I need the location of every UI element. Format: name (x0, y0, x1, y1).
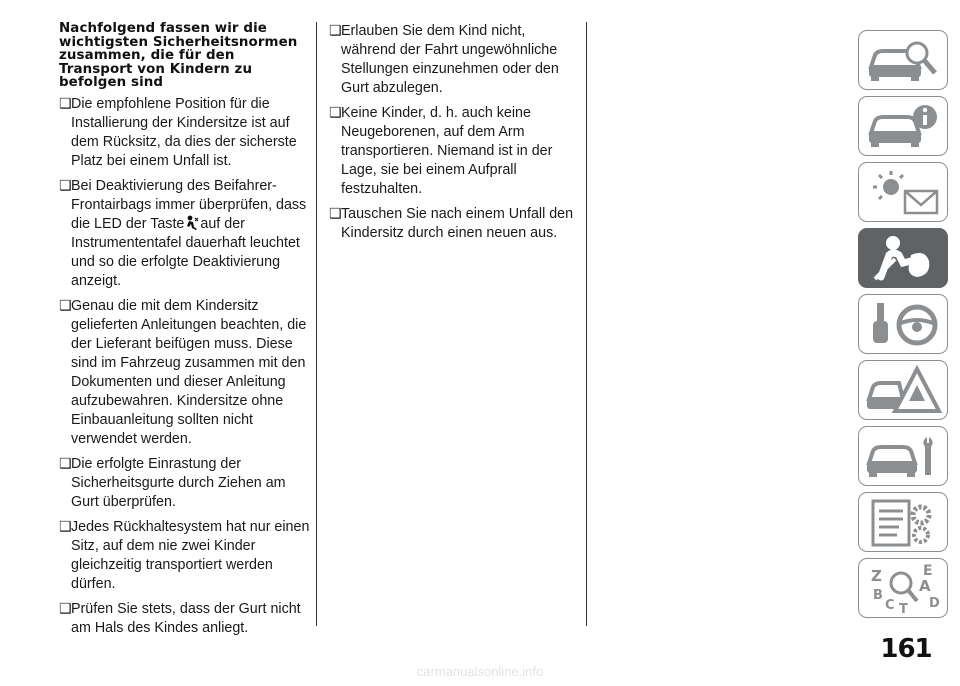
tab-car-info[interactable] (858, 96, 948, 156)
index-letter: D (929, 596, 940, 611)
bullet-item: ❑ Die empfohlene Position für die Installierung der Kindersitze ist auf dem Rücksitz, da dies der sicherste Platz bei einem Unfall ist. (59, 95, 297, 169)
alphabetical-index-icon (859, 559, 947, 617)
page-number: 161 (880, 634, 932, 664)
column-divider (586, 22, 587, 626)
bullet-box-icon: ❑ (59, 518, 72, 535)
car-warning-triangle-icon (859, 361, 947, 419)
bullet-box-icon: ❑ (59, 297, 72, 314)
bullet-box-icon: ❑ (59, 455, 72, 472)
tab-warning-lights[interactable] (858, 162, 948, 222)
tab-index[interactable] (858, 558, 948, 618)
bullet-item: ❑ Tauschen Sie nach einem Unfall den Kindersitz durch einen neuen aus. (329, 206, 574, 241)
index-letter: B (873, 588, 883, 603)
bullet-box-icon: ❑ (59, 600, 72, 617)
bullet-item: ❑ Jedes Rückhaltesystem hat nur einen Sitz, auf dem nie zwei Kinder gleichzeitig transportiert werden dürfen. (59, 518, 310, 592)
tab-technical-data[interactable] (858, 492, 948, 552)
bullet-box-icon: ❑ (329, 23, 342, 39)
bullet-box-icon: ❑ (329, 206, 342, 222)
car-wrench-icon (859, 427, 947, 485)
car-info-icon (859, 97, 947, 155)
key-steering-wheel-icon (859, 295, 947, 353)
watermark: carmanualsonline.info (416, 664, 544, 679)
tab-starting-driving[interactable] (858, 294, 948, 354)
section-heading: Nachfolgend fassen wir die wichtigsten Sicherheitsnormen zusammen, die für den Transport von Kindern zu befolgen sind (59, 21, 298, 91)
index-letter: Z (871, 567, 882, 585)
bullet-box-icon: ❑ (329, 105, 342, 121)
bullet-item: ❑ Bei Deaktivierung des Beifahrer-Frontairbags immer überprüfen, dass die LED der Taste auf der Instrumententafel dauerhaft leuchtet und so die erfolgte Deaktivierung anzeigt. (59, 177, 307, 289)
index-letter: E (923, 563, 933, 579)
bullet-item: ❑ Prüfen Sie stets, dass der Gurt nicht am Hals des Kindes anliegt. (59, 600, 301, 636)
tab-maintenance[interactable] (858, 426, 948, 486)
index-letter: A (919, 577, 931, 595)
column-divider (316, 22, 317, 626)
left-column (59, 22, 311, 644)
bullet-item: ❑ Genau die mit dem Kindersitz gelieferten Anleitungen beachten, die der Lieferant beifügen muss. Diese sind im Fahrzeug zusammen mit den Dokumenten und dieser Anleitung aufzubewahren. Kindersitze ohne Einbauanleitung sollten nicht verwendet werden. (59, 297, 307, 447)
bullet-item: ❑ Erlauben Sie dem Kind nicht, während der Fahrt ungewöhnliche Stellungen einzunehmen oder den Gurt abzulegen. (329, 23, 559, 96)
document-gear-icon (859, 493, 947, 551)
bullet-box-icon: ❑ (59, 95, 72, 112)
bullet-box-icon: ❑ (59, 177, 72, 194)
index-letter: T (899, 602, 908, 617)
car-search-icon (859, 31, 947, 89)
index-letter: C (885, 598, 895, 613)
passenger-airbag-off-icon (185, 215, 199, 231)
bullet-item: ❑ Keine Kinder, d. h. auch keine Neugeborenen, auf dem Arm transportieren. Niemand ist in der Lage, sie bei einem Aufprall festzuhalten. (329, 105, 553, 197)
bullet-item: ❑ Die erfolgte Einrastung der Sicherheitsgurte durch Ziehen am Gurt überprüfen. (59, 455, 286, 510)
tab-safety[interactable] (858, 228, 948, 288)
tab-car-search[interactable] (858, 30, 948, 90)
warning-light-message-icon (859, 163, 947, 221)
right-column (329, 22, 581, 249)
seat-airbag-safety-icon (859, 229, 947, 287)
tab-emergency[interactable] (858, 360, 948, 420)
